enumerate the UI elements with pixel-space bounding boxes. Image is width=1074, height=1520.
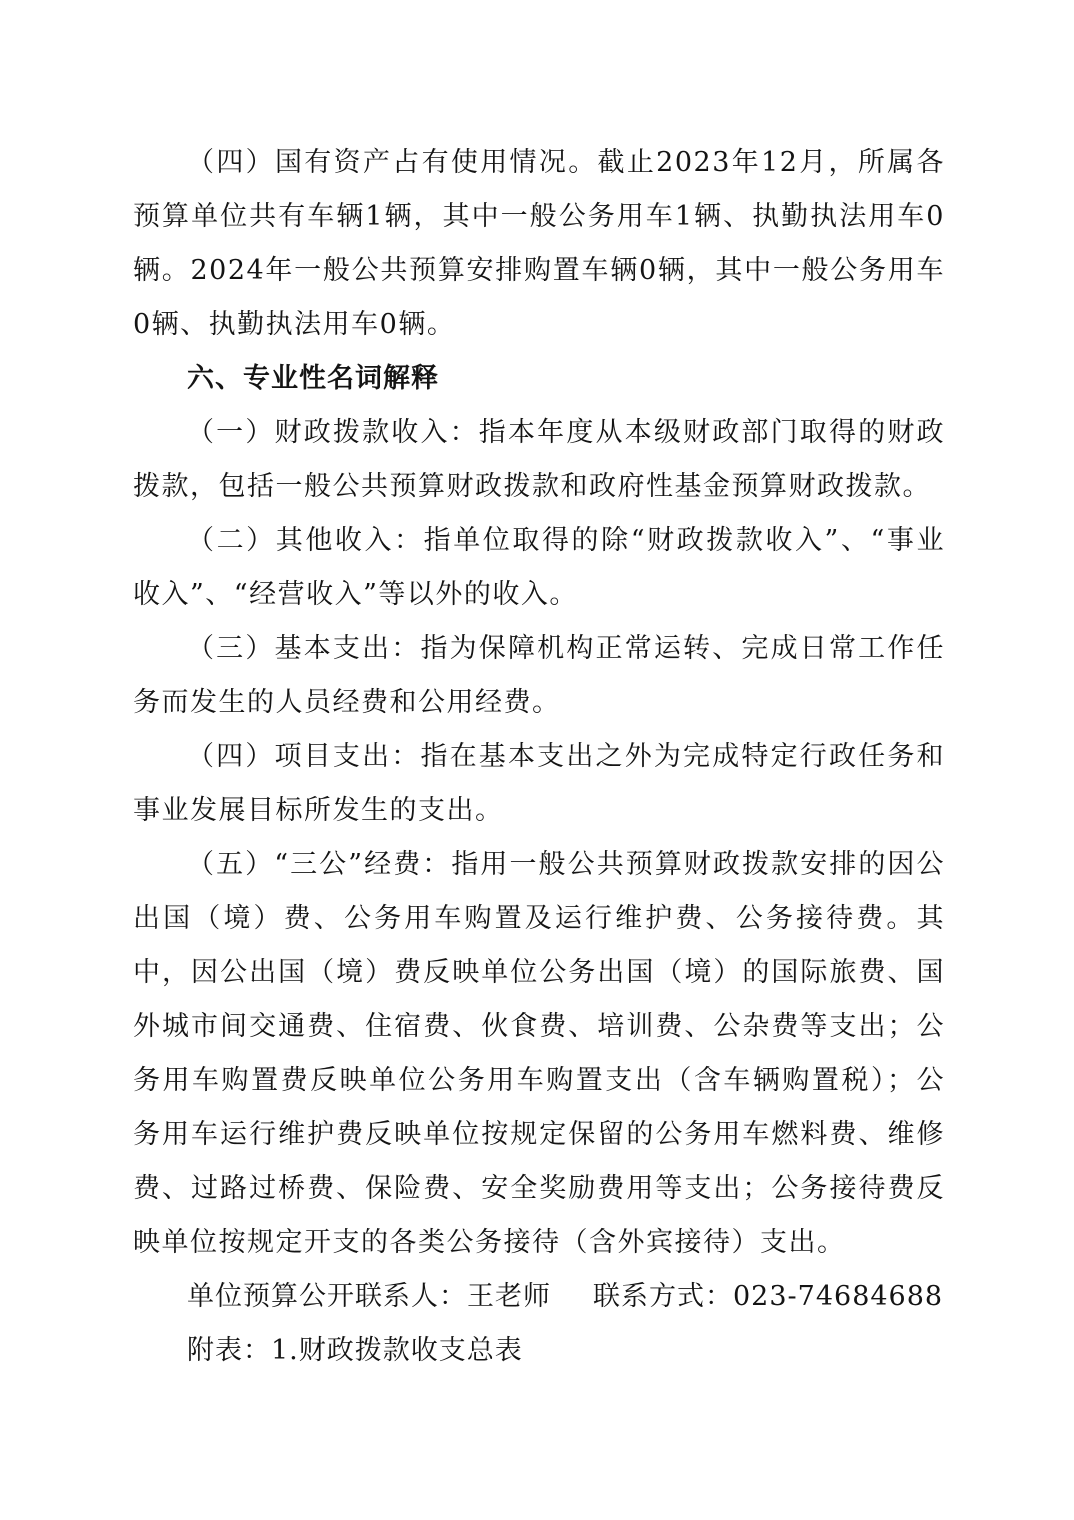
contact-line xyxy=(133,1270,945,1324)
definition-fiscal-appropriation-income: （一）财政拨款收入：指本年度从本级财政部门取得的财政拨款，包括一般公共预算财政拨款和政府性基金预算财政拨款。 xyxy=(133,417,945,502)
document-body xyxy=(133,136,945,1378)
paragraph-state-assets: （四）国有资产占有使用情况。截止2023年12月，所属各预算单位共有车辆1辆，其中一般公务用车1辆、执勤执法用车0辆。2024年一般公共预算安排购置车辆0辆，其中一般公务用车0辆、执勤执法用车0辆。 xyxy=(133,147,945,340)
section-heading-terms: 六、专业性名词解释 xyxy=(187,363,439,394)
definition-three-public-expenses: （五）“三公”经费：指用一般公共预算财政拨款安排的因公出国（境）费、公务用车购置及运行维护费、公务接待费。其中，因公出国（境）费反映单位公务出国（境）的国际旅费、国外城市间交通费、住宿费、伙食费、培训费、公杂费等支出；公务用车购置费反映单位公务用车购置支出（含车辆购置税）；公务用车运行维护费反映单位按规定保留的公务用车燃料费、维修费、过路过桥费、保险费、安全奖励费用等支出；公务接待费反映单位按规定开支的各类公务接待（含外宾接待）支出。 xyxy=(133,849,945,1258)
definition-other-income: （二）其他收入：指单位取得的除“财政拨款收入”、“事业收入”、“经营收入”等以外的收入。 xyxy=(133,525,945,610)
definition-basic-expenditure: （三）基本支出：指为保障机构正常运转、完成日常工作任务而发生的人员经费和公用经费。 xyxy=(133,633,945,718)
attachment-line: 附表：1.财政拨款收支总表 xyxy=(187,1335,523,1366)
contact-method: 联系方式：023-74684688 xyxy=(593,1281,944,1312)
contact-person: 单位预算公开联系人：王老师 xyxy=(187,1281,551,1312)
definition-project-expenditure: （四）项目支出：指在基本支出之外为完成特定行政任务和事业发展目标所发生的支出。 xyxy=(133,741,945,826)
